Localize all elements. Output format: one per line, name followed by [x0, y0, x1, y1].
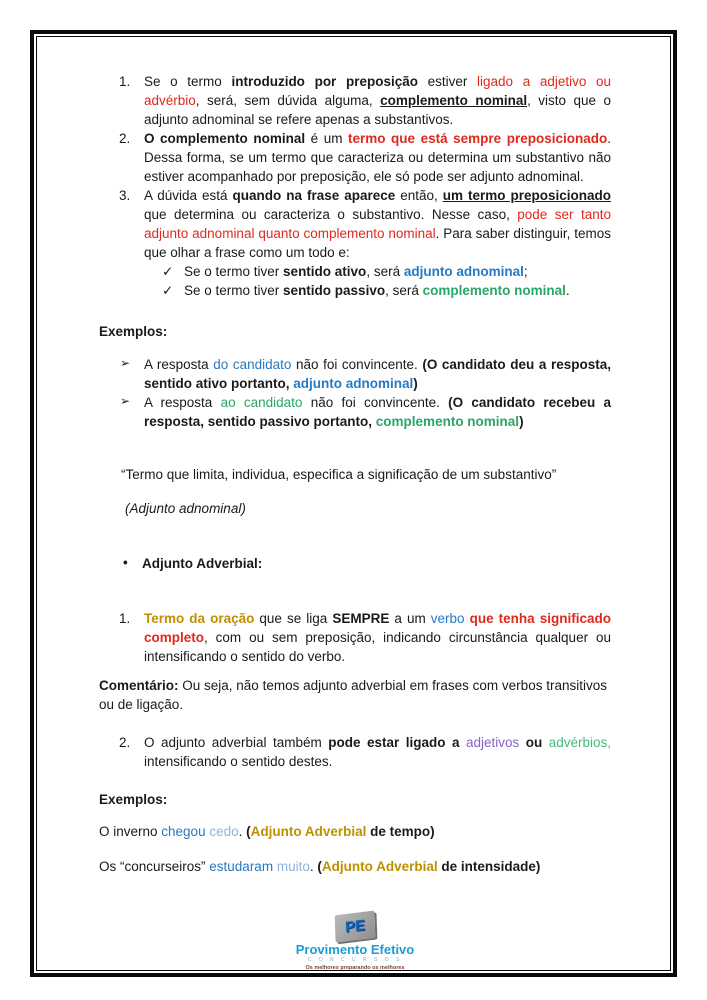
list-item-2 [99, 129, 611, 186]
example-sentence-2: Os “concurseiros” estudaram muito. (Adjunto Adverbial de intensidade) [99, 859, 541, 874]
section-title-text: Adjunto Adverbial: [142, 556, 263, 571]
adverbial-section-title [99, 554, 611, 573]
examples-list-1 [99, 355, 611, 431]
check-item-text: Se o termo tiver sentido ativo, será adjunto adnominal; [184, 264, 528, 279]
bullet-icon: • [123, 555, 128, 570]
adverbial-item-2 [99, 733, 611, 771]
example-sentence-1: O inverno chegou cedo. (Adjunto Adverbial de tempo) [99, 824, 435, 839]
checkmark-icon: ✓ [162, 283, 174, 298]
logo-tagline: Os melhores preparando os melhores [305, 965, 405, 971]
logo-name: Provimento Efetivo [295, 942, 415, 957]
examples-heading-1: Exemplos: [99, 324, 168, 339]
arrow-bullet-icon: ➢ [120, 394, 131, 408]
comment-paragraph: Comentário: Ou seja, não temos adjunto adverbial em frases com verbos transitivos ou de ligação. [99, 678, 607, 712]
example-item-text: A resposta do candidato não foi convincente. (O candidato deu a resposta, sentido ativo portanto, adjunto adnominal) [144, 357, 611, 391]
page-border-inner-line [36, 36, 671, 971]
list-number: 2. [119, 735, 131, 750]
page-content [37, 37, 670, 970]
list-item-text: A dúvida está quando na frase aparece então, um termo preposicionado que determina ou caracteriza o substantivo. Nesse caso, pode ser tanto adjunto adnominal quanto complemento nominal. Para saber distinguir, temos que olhar a frase como um todo e: [144, 188, 611, 260]
logo-icon: PE [335, 911, 376, 943]
quote-caption: (Adjunto adnominal) [125, 501, 246, 516]
list-number: 1. [119, 611, 131, 626]
check-item-text: Se o termo tiver sentido passivo, será complemento nominal. [184, 283, 570, 298]
arrow-bullet-icon: ➢ [120, 356, 131, 370]
list-item-text: O adjunto adverbial também pode estar ligado a adjetivos ou advérbios, intensificando o sentido destes. [144, 735, 611, 769]
examples-heading-2: Exemplos: [99, 792, 168, 807]
checkmark-icon: ✓ [162, 264, 174, 279]
list-item-1 [99, 72, 611, 129]
logo [99, 913, 611, 972]
list-number: 1. [119, 74, 131, 89]
example-item-2 [99, 393, 611, 431]
adverbial-list [99, 609, 611, 771]
example-item-text: A resposta ao candidato não foi convincente. (O candidato recebeu a resposta, sentido passivo portanto, complemento nominal) [144, 395, 611, 429]
adverbial-item-1 [99, 609, 611, 666]
list-number: 2. [119, 131, 131, 146]
logo-subtitle: C O N C U R S O S [307, 957, 403, 963]
page-border-frame [30, 30, 677, 977]
list-item-3 [99, 186, 611, 262]
check-item-passive [99, 281, 611, 300]
list-number: 3. [119, 188, 131, 203]
quote-text: “Termo que limita, individua, especifica a significação de um substantivo” [121, 467, 557, 482]
list-item-text: Termo da oração que se liga SEMPRE a um verbo que tenha significado completo, com ou sem preposição, indicando circunstância qualquer ou intensificando o sentido do verbo. [144, 611, 611, 664]
list-item-text: Se o termo introduzido por preposição estiver ligado a adjetivo ou advérbio, será, sem dúvida alguma, complemento nominal, visto que o adjunto adnominal se refere apenas a substantivos. [144, 74, 612, 127]
example-item-1 [99, 355, 611, 393]
check-item-active [99, 262, 611, 281]
list-item-text: O complemento nominal é um termo que está sempre preposicionado. Dessa forma, se um termo que caracteriza ou determina um substantivo não estiver acompanhado por preposição, ele só pode ser adjunto adnominal. [144, 131, 611, 184]
